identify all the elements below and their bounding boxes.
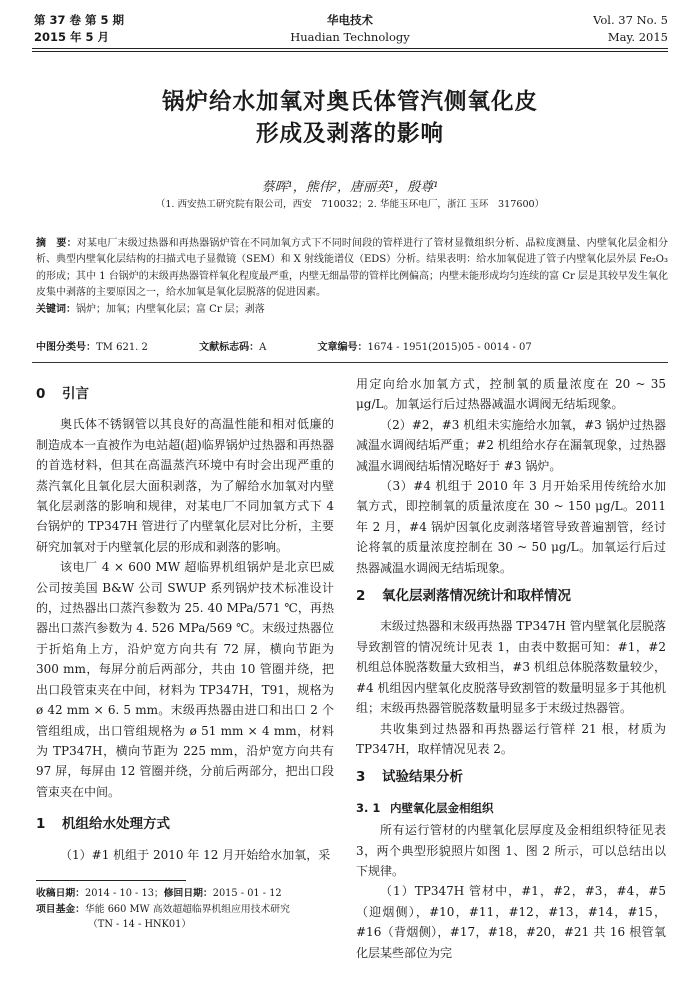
document-code xyxy=(199,342,266,353)
revised-label: 修回日期： xyxy=(163,888,213,899)
funding xyxy=(36,902,336,918)
keywords-text: 锅炉；加氧；内壁氧化层；富 Cr 层；剥落 xyxy=(76,303,265,315)
funding-label: 项目基金： xyxy=(36,903,85,915)
section-title: 氧化层剥落情况统计和取样情况 xyxy=(382,588,571,605)
paragraph: （3）#4 机组于 2010 年 3 月开始采用传统给水加氧方式，即控制氧的质量浓度在 30 ~ 150 μg/L。2011 年 2 月，#4 锅炉因氧化皮剥落堵管导致普遍割管，经讨论将氧的质量浓度控制在 30 ~ 50 μg/L。加氧运行后过热器减温水调阀无结垢现象。 xyxy=(356,479,666,575)
section-number: 0 xyxy=(36,386,46,402)
section-number: 2 xyxy=(356,588,366,605)
section-title: 机组给水处理方式 xyxy=(62,816,170,833)
received-dates xyxy=(36,886,336,902)
journal-name-en: Huadian Technology xyxy=(290,30,410,44)
paragraph: （1）#1 机组于 2010 年 12 月开始给水加氧，采 xyxy=(60,847,331,862)
section-title: 试验结果分析 xyxy=(382,769,463,786)
footnotes xyxy=(36,886,336,933)
abstract-label: 摘 要： xyxy=(36,238,77,249)
doc-value: A xyxy=(259,342,267,353)
revised-date: 2015 - 01 - 12 xyxy=(212,888,282,899)
paragraph: 末级过热器和末级再热器 TP347H 管内壁氧化层脱落导致割管的情况统计见表 1，由表中数据可知：#1，#2 机组总体脱落数量大致相当，#3 机组总体脱落数量较少，#4 机组因内壁氧化皮脱落导致割管的数量明显多于其他机组；末级再热器管脱落数量明显多于末级过热器管。 xyxy=(356,619,666,716)
keywords xyxy=(36,302,668,318)
paragraph: （1）TP347H 管材中，#1，#2，#3，#4，#5（迎烟侧），#10，#11，#12，#13，#14，#15，#16（背烟侧），#17，#18，#20，#21 共 16 根管氧化层某些部位为完 xyxy=(356,884,666,960)
paragraph: 共收集到过热器和再热器运行管样 21 根，材质为 TP347H，取样情况见表 2。 xyxy=(356,721,666,756)
left-column xyxy=(36,374,334,865)
header-date-en: May. 2015 xyxy=(607,30,668,44)
abstract-separator xyxy=(32,362,668,363)
paragraph: 该电厂 4 × 600 MW 超临界机组锅炉是北京巴威公司按美国 B&W 公司 SWUP 系列锅炉技术标准设计的，过热器出口蒸汽参数为 25. 40 MPa/571 ℃，再热器出口蒸汽参数为 4. 526 MPa/569 ℃。末级过热器位于折焰角上方，沿炉宽方向共有 72 屏，横向节距为 300 mm，每屏分前后两部分，共由 10 管圈并绕，把出口段管束夹在中间，材料为 TP347H，T91，规格为 ø 42 mm × 6. 5 mm。末级再热器由进口和出口 2 个管组组成，出口管组规格为 ø 51 mm × 4 mm，材料为 TP347H，横向节距为 225 mm，沿炉宽方向共有 97 屏，每屏由 12 管圈并绕，分前后两部分，把出口段管束夹在中间。 xyxy=(36,560,334,799)
section-number: 3 xyxy=(356,769,366,786)
clc-label: 中图分类号： xyxy=(36,342,96,353)
header-date-cn: 2015 年 5 月 xyxy=(34,30,110,44)
paragraph: 用定向给水加氧方式，控制氧的质量浓度在 20 ~ 35 μg/L。加氧运行后过热器减温水调阀无结垢现象。 xyxy=(356,377,666,412)
section-heading-spalling xyxy=(356,586,666,606)
footnote-rule xyxy=(36,880,186,881)
paper-title xyxy=(0,86,700,150)
affiliation: （1. 西安热工研究院有限公司，西安 710032；2. 华能玉环电厂，浙江 玉环 317600） xyxy=(155,199,545,210)
paper-title-line2: 形成及剥落的影响 xyxy=(255,121,444,147)
doc-label: 文献标志码： xyxy=(199,342,260,353)
subsection-title: 内壁氧化层金相组织 xyxy=(390,800,494,815)
section-number: 1 xyxy=(36,816,46,833)
paragraph: 奥氏体不锈钢管以其良好的高温性能和相对低廉的制造成本一直被作为电站超(超)临界锅炉过热器和再热器的首选材料，但其在高温蒸汽环境中有时会出现严重的蒸汽氧化且氧化层大面积剥落，为了解给水加氧对内壁氧化层剥落的影响和规律，对某电厂不同加氧方式下 4 台锅炉的 TP347H 管进行了内壁氧化层对比分析，主要研究加氧对于内壁氧化层的形成和剥落的影响。 xyxy=(36,417,334,554)
header-volume-en xyxy=(593,12,668,46)
author-list: 蔡晖¹，熊伟²，唐丽英¹，殷尊¹ xyxy=(261,180,439,195)
article-id xyxy=(318,342,532,353)
article-id-label: 文章编号： xyxy=(317,342,368,353)
funding-text: 华能 660 MW 高效超超临界机组应用技术研究 xyxy=(84,903,290,915)
clc-code xyxy=(36,342,148,353)
header-rule-thick xyxy=(32,48,668,49)
received-date: 2014 - 10 - 13； xyxy=(84,888,164,899)
subsection-number: 3. 1 xyxy=(356,800,381,815)
right-column xyxy=(356,374,666,963)
abstract-block xyxy=(36,236,668,318)
funding-code: （TN - 14 - HNK01） xyxy=(88,919,192,931)
header-volume-issue-en: Vol. 37 No. 5 xyxy=(593,13,668,27)
clc-value: TM 621. 2 xyxy=(96,342,148,353)
abstract-text: 对某电厂末级过热器和再热器锅炉管在不同加氧方式下不同时间段的管样进行了管材显微组织分析、晶粒度测量、内壁氧化层金相分析、典型内壁氧化层结构的扫描式电子显微镜（SEM）和 X 射线能谱仪（EDS）分析。结果表明：给水加氧促进了管子内壁氧化层外层 Fe₂O₃ 的形成；其中 1 台锅炉的末级再热器管样氧化程度最严重，内壁无细晶带的管样比例偏高；内壁未能形成均匀连续的富 Cr 层是其较早发生氧化皮集中剥落的主要原因之一，给水加氧是氧化层脱落的促进因素。 xyxy=(36,238,669,299)
received-label: 收稿日期： xyxy=(36,888,85,899)
abstract xyxy=(36,236,668,302)
section-heading-intro xyxy=(36,384,334,404)
paragraph: 所有运行管材的内壁氧化层厚度及金相组织特征见表 3，两个典型形貌照片如图 1、图 2 所示，可以总结出以下规律。 xyxy=(356,823,666,878)
paper-title-line1: 锅炉给水加氧对奥氏体管汽侧氧化皮 xyxy=(161,89,538,115)
header-volume-issue: 第 37 卷 第 5 期 xyxy=(34,13,125,27)
section-title: 引言 xyxy=(62,386,89,402)
classification-line xyxy=(36,340,532,356)
article-id-value: 1674 - 1951(2015)05 - 0014 - 07 xyxy=(367,342,532,353)
subsection-heading-metallography xyxy=(356,798,666,818)
section-heading-feedwater xyxy=(36,814,334,834)
section-heading-results xyxy=(356,767,666,787)
header-rule-thin xyxy=(32,51,668,52)
journal-name-cn: 华电技术 xyxy=(327,13,373,27)
paragraph: （2）#2，#3 机组未实施给水加氧，#3 锅炉过热器减温水调阀结垢严重；#2 机组给水存在漏氧现象，过热器减温水调阀结垢情况略好于 #3 锅炉。 xyxy=(356,417,666,473)
keywords-label: 关键词： xyxy=(36,303,76,315)
